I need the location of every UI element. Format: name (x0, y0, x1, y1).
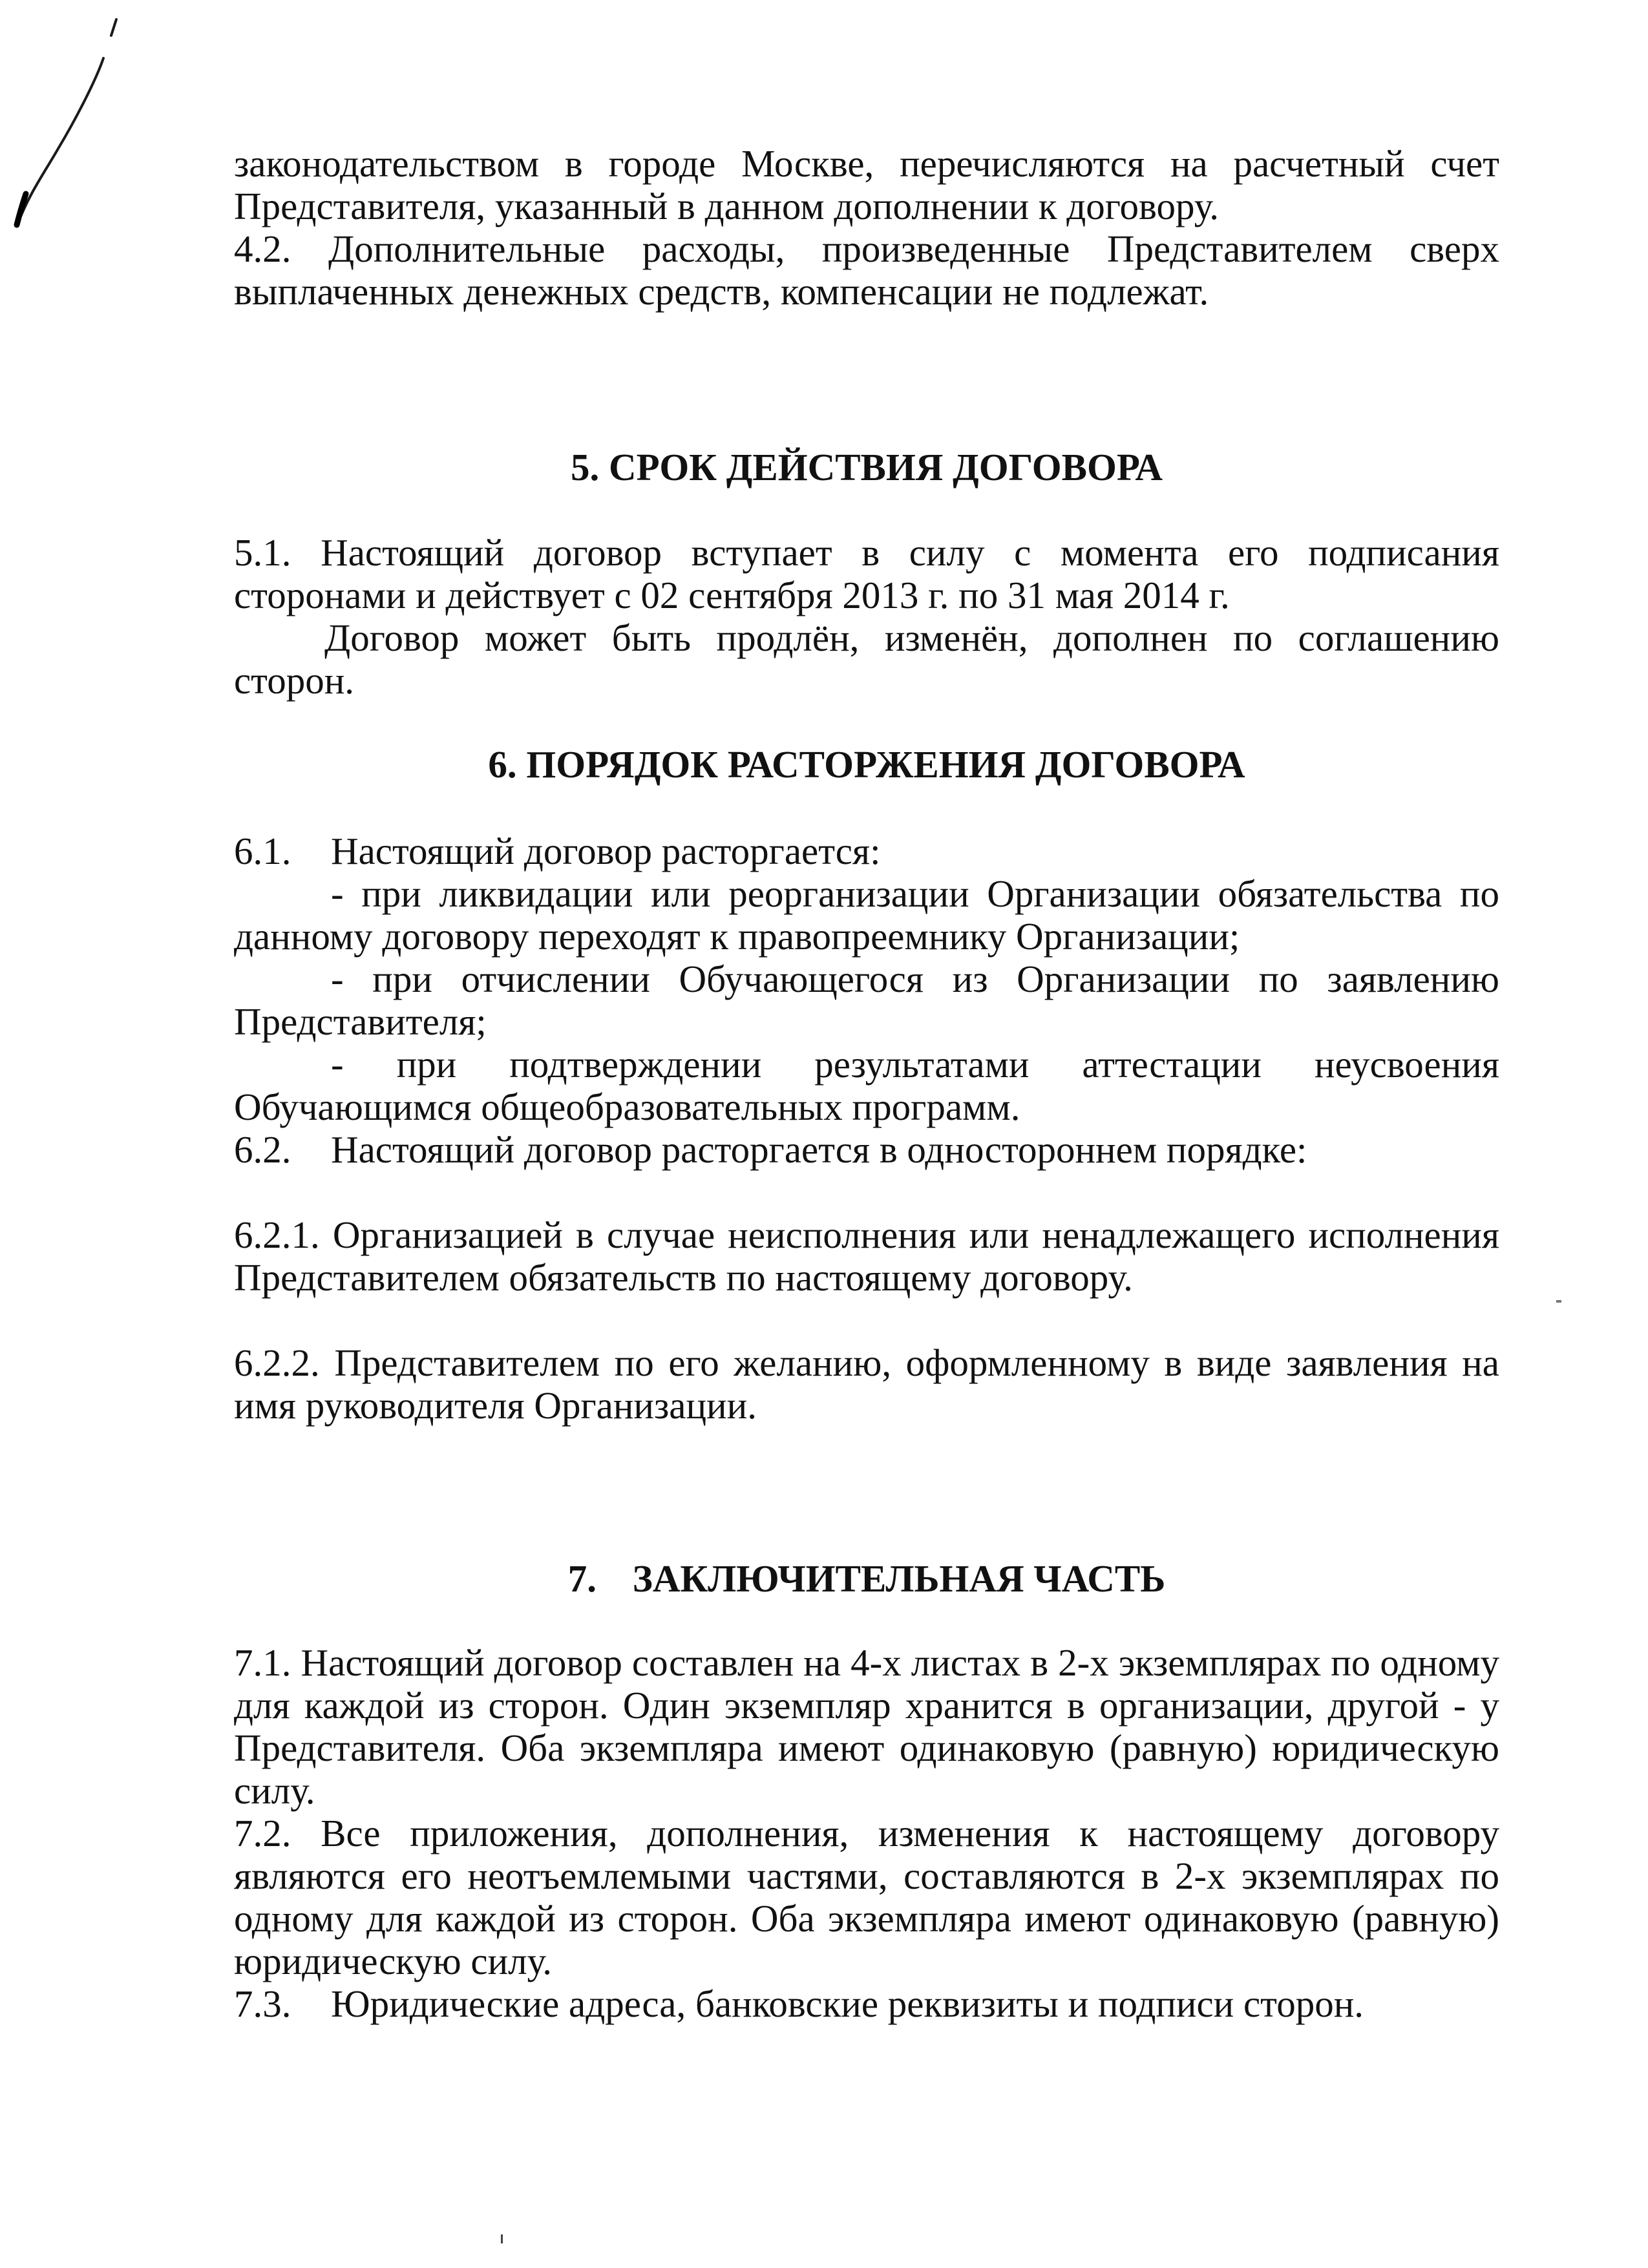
paragraph-7-3-number: 7.3. (234, 1982, 291, 2025)
pen-stroke-mark (0, 0, 142, 246)
section-7-heading (234, 1557, 1499, 1600)
paragraph-6-2-2: 6.2.2. Представителем по его желанию, оформленному в виде заявления на имя руководителя Организации. (234, 1341, 1499, 1427)
section-7-title: ЗАКЛЮЧИТЕЛЬНАЯ ЧАСТЬ (632, 1557, 1166, 1600)
paragraph-6-2-text: Настоящий договор расторгается в одностороннем порядке: (331, 1128, 1307, 1171)
paragraph-6-1 (234, 830, 1499, 872)
paragraph-7-2: 7.2. Все приложения, дополнения, изменения к настоящему договору являются его неотъемлемыми частями, составляются в 2-х экземплярах по одному для каждой из сторон. Оба экземпляра имеют одинаковую (равную) юридическую силу. (234, 1812, 1499, 1982)
scan-speck (501, 2234, 503, 2243)
list-item-attestation (234, 1043, 1499, 1128)
paragraph-5-1-continued (234, 616, 1499, 702)
paragraph-6-1-text: Настоящий договор расторгается: (331, 830, 881, 872)
list-item-expulsion-text: - при отчислении Обучающегося из Организации по заявлению Представителя; (234, 958, 1499, 1043)
paragraph-continuation: законодательством в городе Москве, перечисляются на расчетный счет Представителя, указанный в данном дополнении к договору. (234, 142, 1499, 227)
list-item-attestation-text: - при подтверждении результатами аттестации неусвоения Обучающимся общеобразовательных программ. (234, 1043, 1499, 1128)
list-item-liquidation (234, 872, 1499, 958)
paragraph-6-2-1: 6.2.1. Организацией в случае неисполнения или ненадлежащего исполнения Представителем обязательств по настоящему договору. (234, 1213, 1499, 1299)
section-6-heading: 6. ПОРЯДОК РАСТОРЖЕНИЯ ДОГОВОРА (488, 743, 1245, 786)
paragraph-5-1-continued-text: Договор может быть продлён, изменён, дополнен по соглашению сторон. (234, 616, 1499, 702)
section-5-heading: 5. СРОК ДЕЙСТВИЯ ДОГОВОРА (571, 446, 1163, 488)
paragraph-4-2: 4.2. Дополнительные расходы, произведенные Представителем сверх выплаченных денежных средств, компенсации не подлежат. (234, 227, 1499, 313)
section-7-number: 7. (567, 1557, 597, 1600)
paragraph-5-1: 5.1. Настоящий договор вступает в силу с момента его подписания сторонами и действует с 02 сентября 2013 г. по 31 мая 2014 г. (234, 531, 1499, 616)
list-item-liquidation-text: - при ликвидации или реорганизации Организации обязательства по данному договору переходят к правопреемнику Организации; (234, 872, 1499, 958)
paragraph-6-2-number: 6.2. (234, 1128, 291, 1171)
paragraph-7-3-text: Юридические адреса, банковские реквизиты и подписи сторон. (331, 1982, 1364, 2025)
list-item-expulsion (234, 958, 1499, 1043)
scan-speck (1556, 1300, 1561, 1303)
paragraph-7-1: 7.1. Настоящий договор составлен на 4-х листах в 2-х экземплярах по одному для каждой из сторон. Один экземпляр хранится в организации, другой - у Представителя. Оба экземпляра имеют одинаковую (равную) юридическую силу. (234, 1641, 1499, 1812)
paragraph-6-2 (234, 1128, 1499, 1171)
paragraph-6-1-number: 6.1. (234, 830, 291, 872)
paragraph-7-3 (234, 1982, 1499, 2025)
